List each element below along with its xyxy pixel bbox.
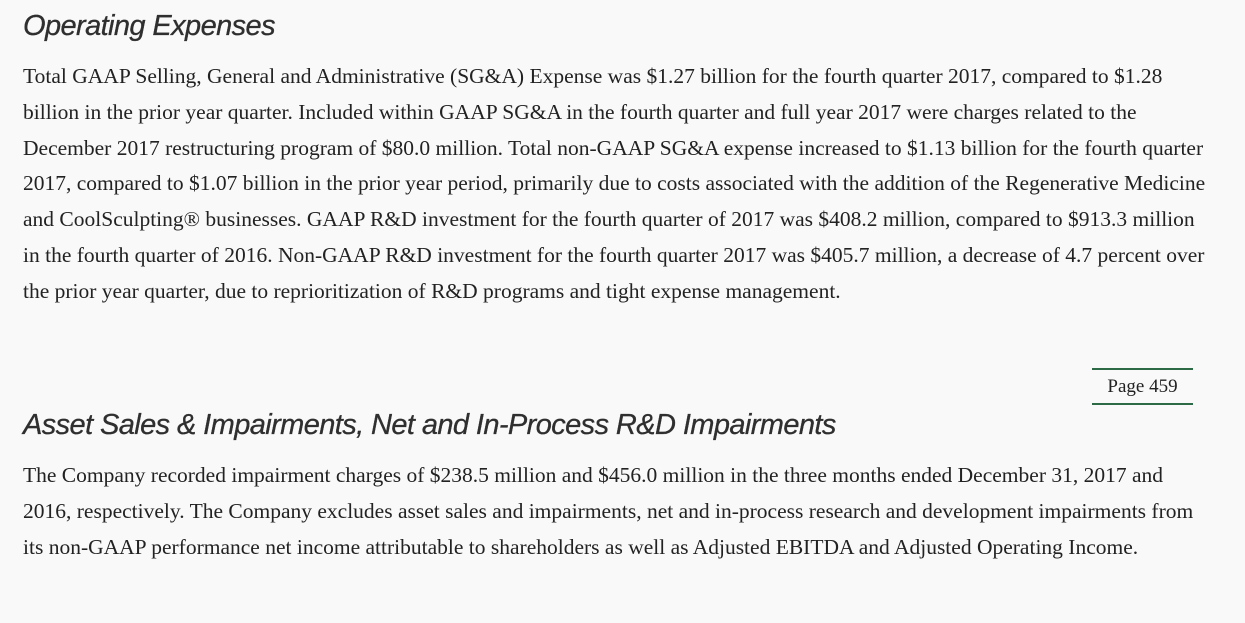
section-paragraph-asset-sales-impairments: The Company recorded impairment charges of $238.5 million and $456.0 million in the three months ended December 31, 2017 and 2016, respectively. The Company excludes asset sales and impairments, net and in-process research and development impairments from its non-GAAP performance net income attributable to shareholders as well as Adjusted EBITDA and Adjusted Operating Income.	[23, 463, 1194, 559]
page-number-label: Page 459	[1092, 368, 1193, 405]
section-paragraph-operating-expenses: Total GAAP Selling, General and Administrative (SG&A) Expense was $1.27 billion for the fourth quarter 2017, compared to $1.28 billion in the prior year quarter. Included within GAAP SG&A in the fourth quarter and full year 2017 were charges related to the December 2017 restructuring program of $80.0 million. Total non-GAAP SG&A expense increased to $1.13 billion for the fourth quarter 2017, compared to $1.07 billion in the prior year period, primarily due to costs associated with the addition of the Regenerative Medicine and CoolSculpting® businesses. GAAP R&D investment for the fourth quarter of 2017 was $408.2 million, compared to $913.3 million in the fourth quarter of 2016. Non-GAAP R&D investment for the fourth quarter 2017 was $405.7 million, a decrease of 4.7 percent over the prior year quarter, due to reprioritization of R&D programs and tight expense management.	[23, 64, 1206, 303]
section-heading-operating-expenses: Operating Expenses	[23, 10, 275, 42]
section-heading-asset-sales-impairments: Asset Sales & Impairments, Net and In-Process R&D Impairments	[23, 409, 836, 441]
